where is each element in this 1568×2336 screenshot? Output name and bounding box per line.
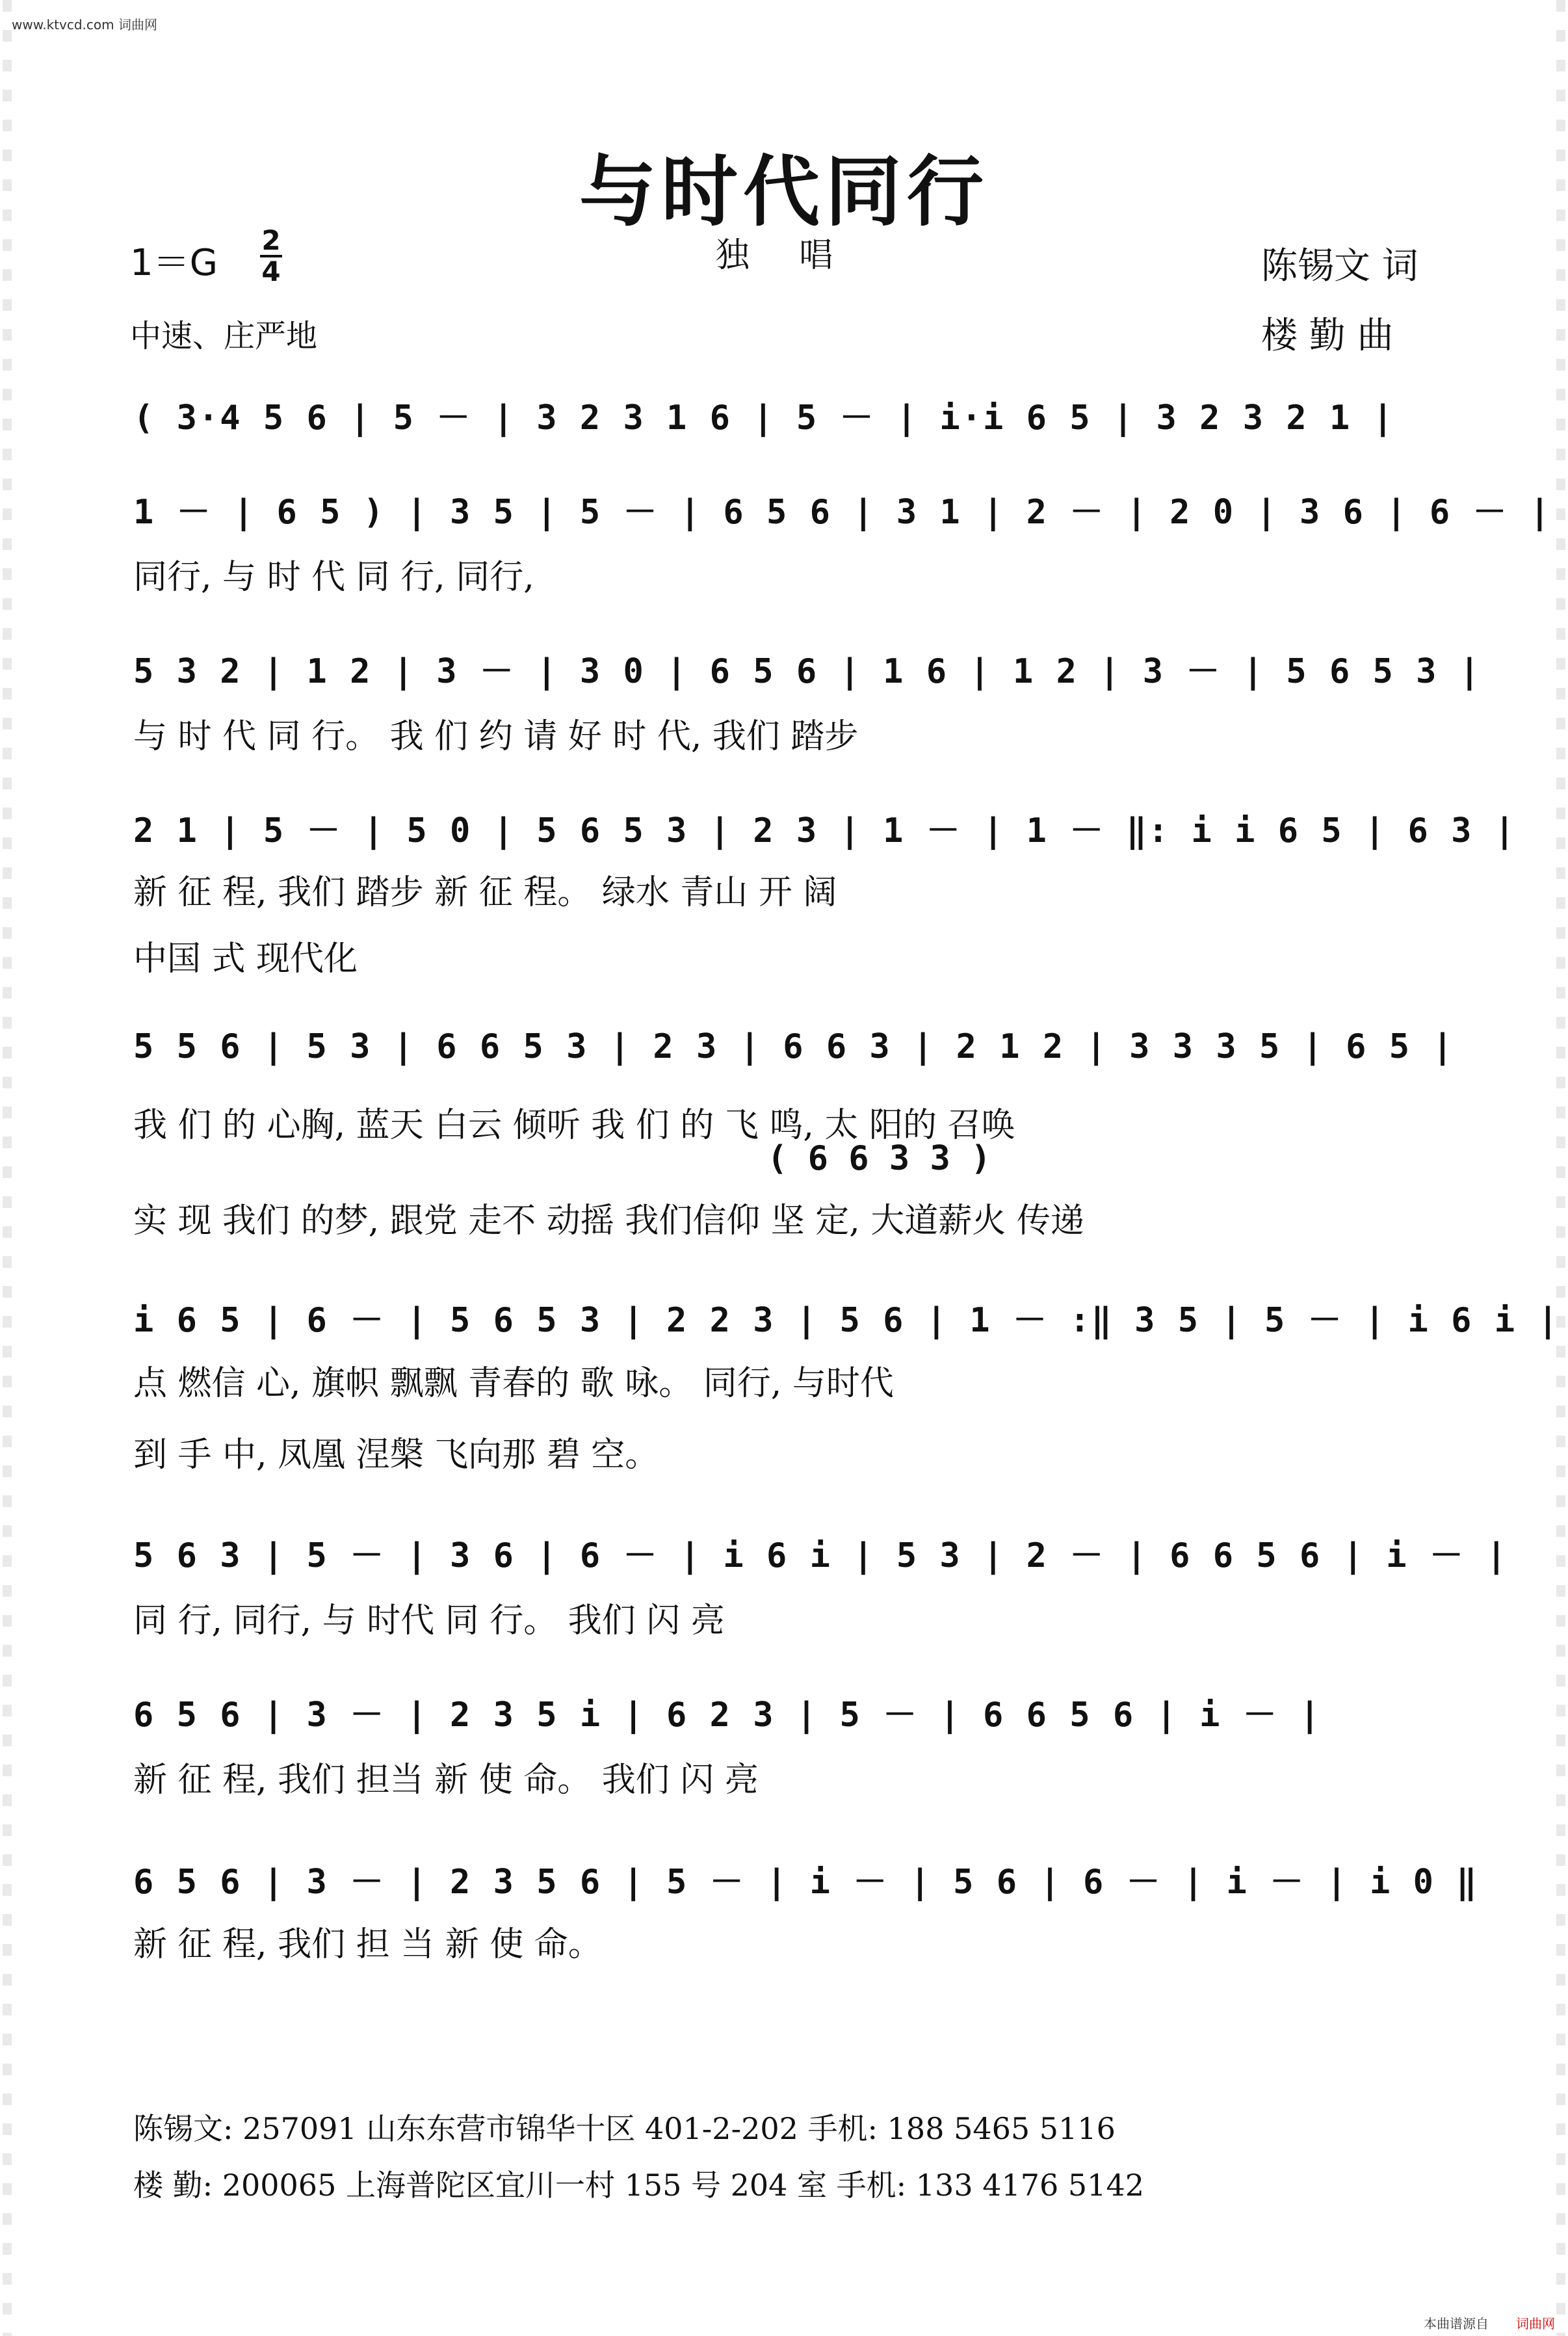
score-line-8-lyric-1: 新 征 程, 我们 担当 新 使 命。 我们 闪 亮 [133, 1761, 759, 1800]
composer-credit: 楼 勤 曲 [1261, 315, 1394, 357]
score-line-4-lyric-2: 中国 式 现代化 [133, 939, 358, 978]
score-line-6-lyric-1: 点 燃信 心, 旗帜 飘飘 青春的 歌 咏。 同行, 与时代 [133, 1364, 894, 1403]
lyricist-credit: 陈锡文 词 [1261, 245, 1418, 287]
score-line-1-notes: ( 3·4 5 6 | 5 － | 3 2 3 1 6 | 5 － | i·i 6 5 | 3 2 3 2 1 | [133, 399, 1394, 438]
score-line-5-alt-notes: ( 6 6 3 3 ) [767, 1139, 991, 1178]
time-numerator: 2 [261, 224, 281, 256]
left-watermark-strip [3, 0, 12, 2336]
contact-composer: 楼 勤: 200065 上海普陀区宜川一村 155 号 204 室 手机: 133 4176 5142 [133, 2168, 1144, 2203]
score-line-7-lyric-1: 同 行, 同行, 与 时代 同 行。 我们 闪 亮 [133, 1601, 725, 1640]
score-line-3-lyric-1: 与 时 代 同 行。 我 们 约 请 好 时 代, 我们 踏步 [133, 717, 859, 756]
key-signature: 1＝G [130, 242, 218, 284]
score-line-4-lyric-1: 新 征 程, 我们 踏步 新 征 程。 绿水 青山 开 阔 [133, 873, 837, 912]
score-line-5-notes: 5 5 6 | 5 3 | 6 6 5 3 | 2 3 | 6 6 3 | 2 1 2 | 3 3 3 5 | 6 5 | [133, 1027, 1454, 1066]
score-line-4-notes: 2 1 | 5 － | 5 0 | 5 6 5 3 | 2 3 | 1 － | 1 － ‖: i i 6 5 | 6 3 | [133, 811, 1517, 850]
time-signature [260, 226, 282, 286]
performance-type: 独 唱 [715, 236, 853, 275]
site-logo: 词曲网 [1516, 2316, 1555, 2331]
score-line-2-lyric-1: 同行, 与 时 代 同 行, 同行, [133, 558, 534, 597]
right-watermark-strip [1556, 0, 1565, 2336]
song-title: 与时代同行 [579, 147, 989, 237]
contact-lyricist: 陈锡文: 257091 山东东营市锦华十区 401-2-202 手机: 188 5465 5116 [133, 2111, 1116, 2146]
source-note: 本曲谱源自 [1424, 2316, 1489, 2331]
score-line-2-notes: 1 － | 6 5 ) | 3 5 | 5 － | 6 5 6 | 3 1 | 2 － | 2 0 | 3 6 | 6 － | [133, 493, 1552, 532]
score-line-8-notes: 6 5 6 | 3 － | 2 3 5 i | 6 2 3 | 5 － | 6 6 5 6 | i － | [133, 1696, 1322, 1735]
score-line-3-notes: 5 3 2 | 1 2 | 3 － | 3 0 | 6 5 6 | 1 6 | 1 2 | 3 － | 5 6 5 3 | [133, 652, 1482, 691]
score-line-5-lyric-2: 实 现 我们 的梦, 跟党 走不 动摇 我们信仰 坚 定, 大道薪火 传递 [133, 1201, 1084, 1240]
score-line-6-notes: i 6 5 | 6 － | 5 6 5 3 | 2 2 3 | 5 6 | 1 － :‖ 3 5 | 5 － | i 6 i | [133, 1301, 1560, 1340]
tempo-marking: 中速、庄严地 [130, 318, 318, 354]
score-line-9-lyric-1: 新 征 程, 我们 担 当 新 使 命。 [133, 1925, 602, 1964]
score-line-6-lyric-2: 到 手 中, 凤凰 涅槃 飞向那 碧 空。 [133, 1436, 659, 1475]
score-line-7-notes: 5 6 3 | 5 － | 3 6 | 6 － | i 6 i | 5 3 | 2 － | 6 6 5 6 | i － | [133, 1536, 1508, 1575]
time-denominator: 4 [260, 255, 282, 286]
score-line-9-notes: 6 5 6 | 3 － | 2 3 5 6 | 5 － | i － | 5 6 | 6 － | i － | i 0 ‖ [133, 1863, 1478, 1902]
site-url: www.ktvcd.com 词曲网 [12, 17, 157, 33]
score-line-5-lyric-1: 我 们 的 心胸, 蓝天 白云 倾听 我 们 的 飞 鸣, 太 阳的 召唤 [133, 1106, 1015, 1145]
